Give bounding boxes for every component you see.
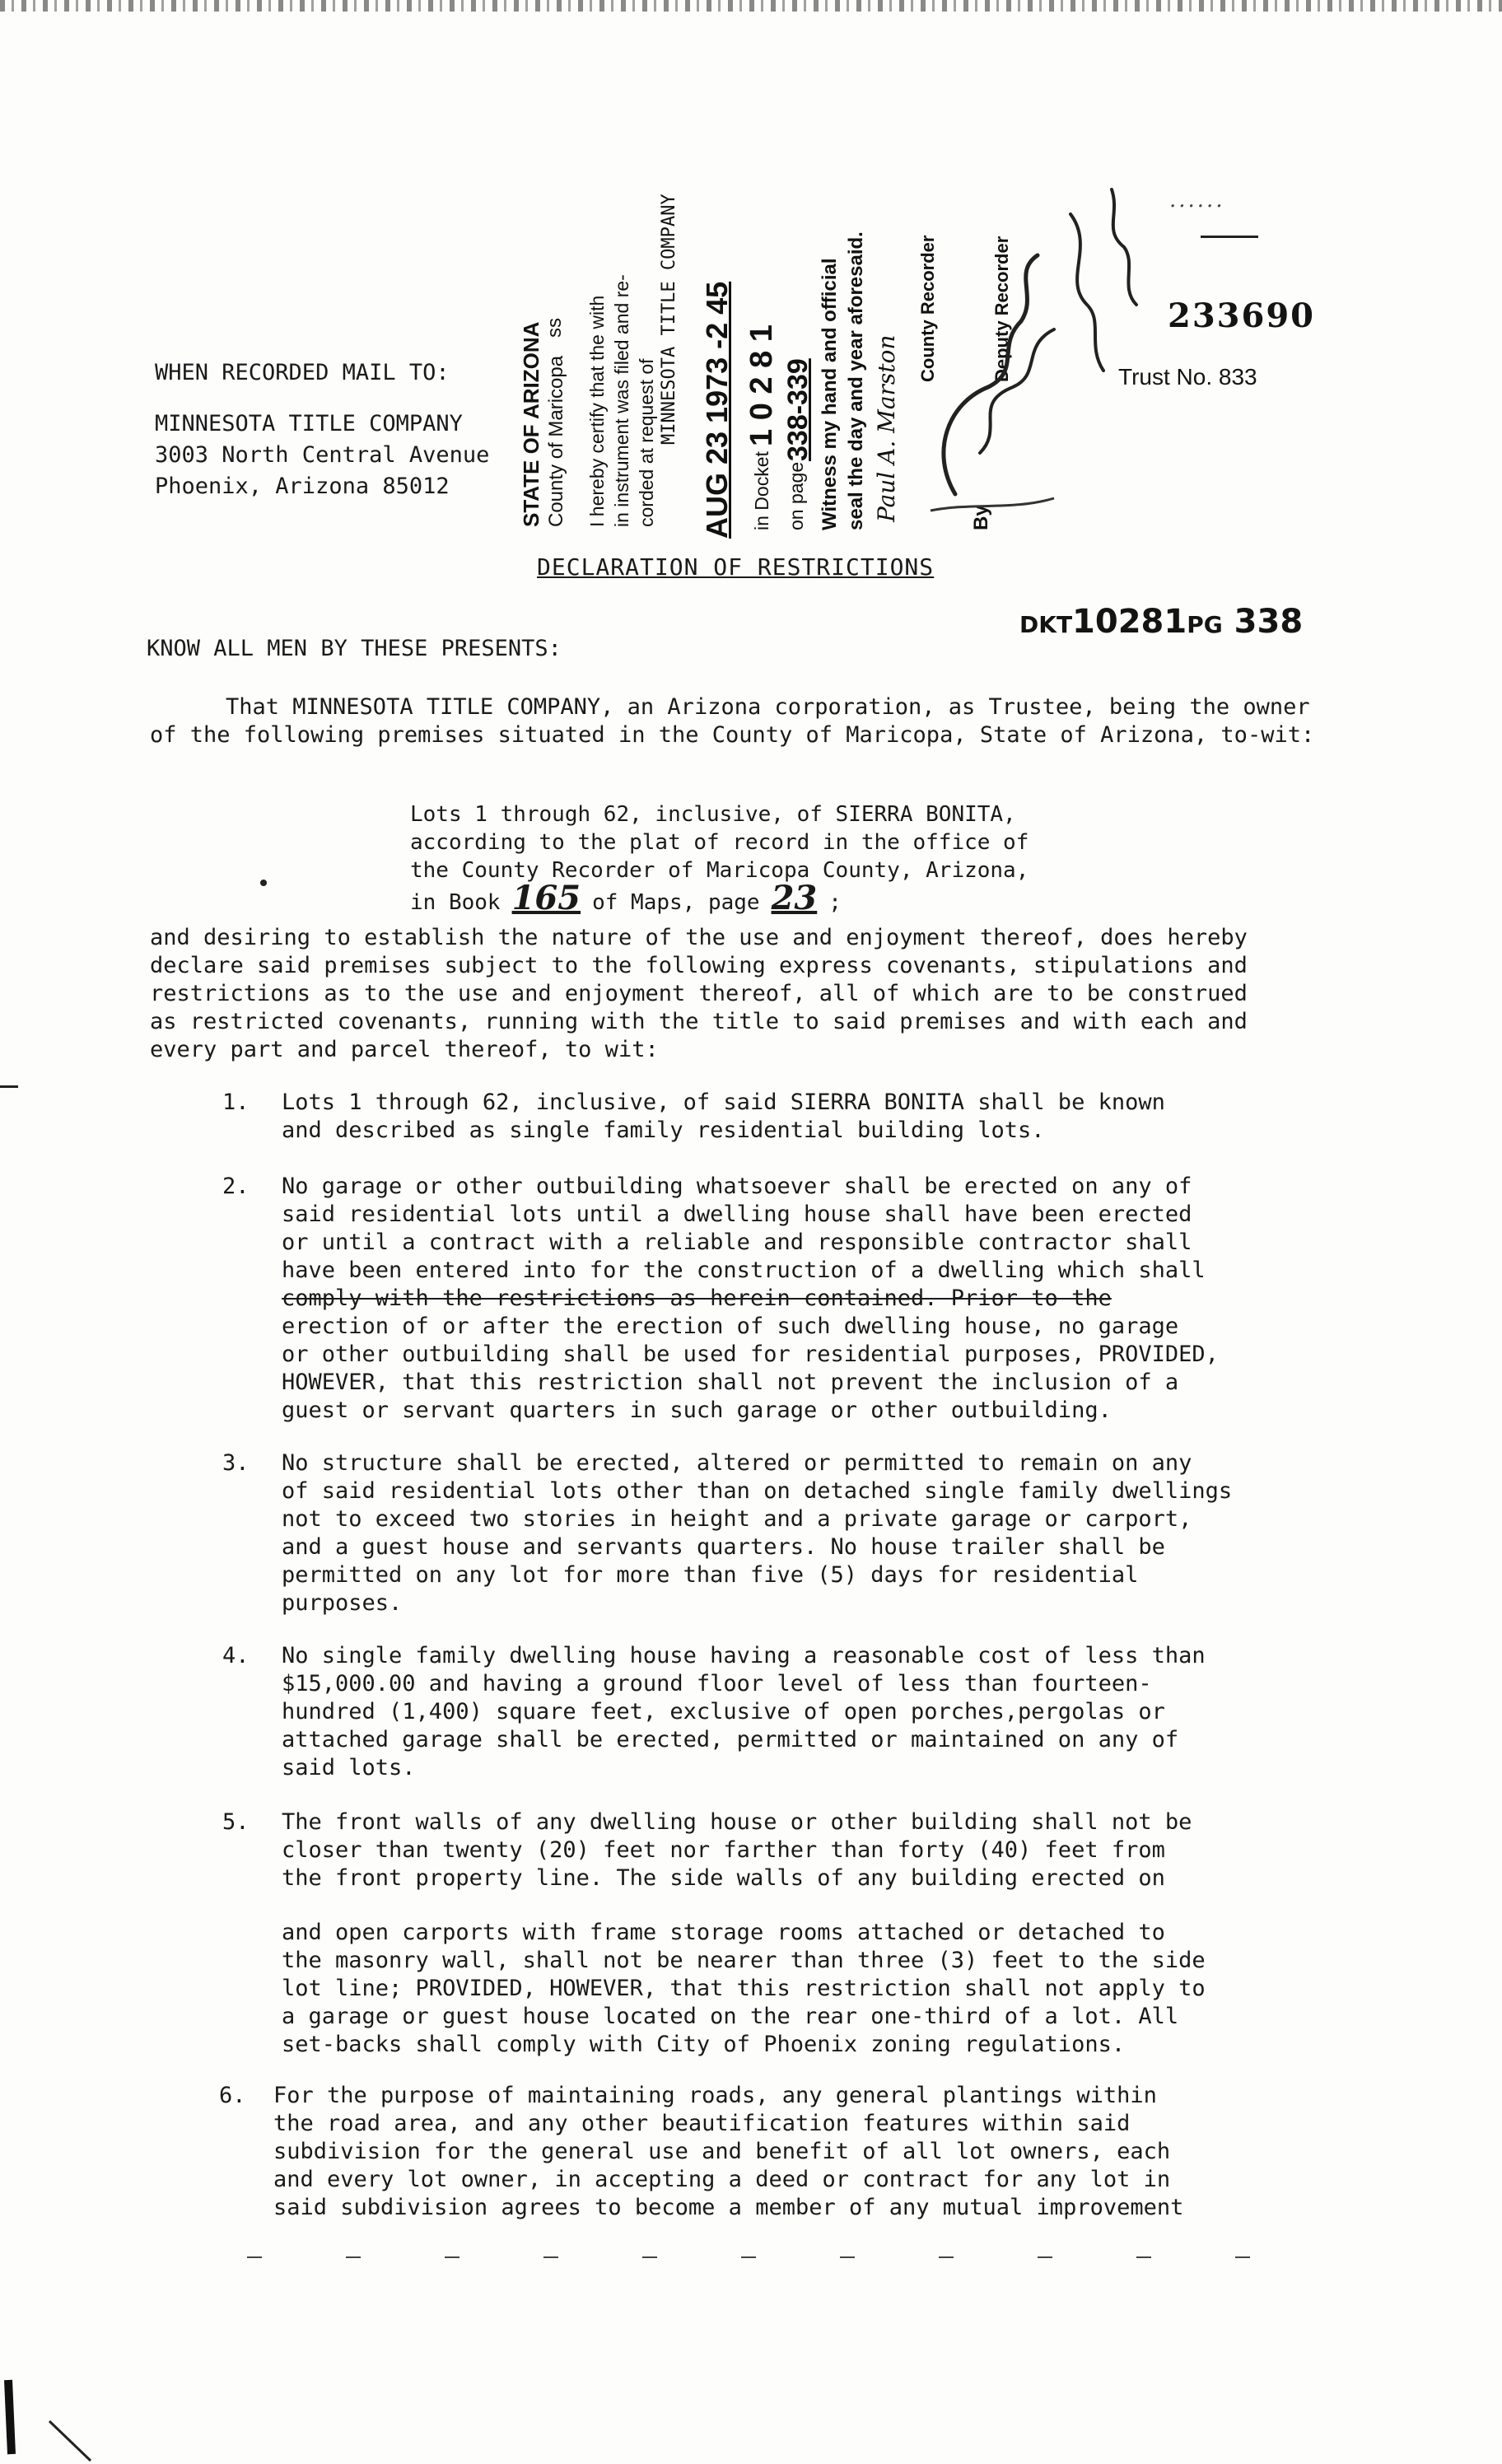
bottom-dash-line bbox=[247, 2256, 1268, 2258]
item-line: said residential lots until a dwelling house shall have been erected bbox=[282, 1202, 1192, 1227]
desiring-line: every part and parcel thereof, to wit: bbox=[150, 1037, 659, 1062]
mail-line: 3003 North Central Avenue bbox=[155, 442, 490, 468]
stamp-certify-3: corded at request of bbox=[636, 358, 657, 527]
item-line: permitted on any lot for more than five (5) days for residential bbox=[282, 1562, 1139, 1588]
item-line: subdivision for the general use and benefit of all lot owners, each bbox=[273, 2139, 1171, 2164]
maps-page-text: of Maps, page bbox=[592, 890, 760, 915]
desiring-line: declare said premises subject to the following express covenants, stipulations and bbox=[150, 953, 1248, 978]
stamp-witness-1: Witness my hand and official bbox=[819, 258, 841, 530]
desiring-line: as restricted covenants, running with the title to said premises and with each and bbox=[150, 1009, 1248, 1034]
know-all-men: KNOW ALL MEN BY THESE PRESENTS: bbox=[147, 636, 562, 661]
mail-to-block bbox=[155, 357, 489, 502]
corner-handwriting: ...... bbox=[1169, 188, 1225, 212]
margin-mark bbox=[0, 1085, 18, 1088]
intro-line: of the following premises situated in the County of Maricopa, State of Arizona, to-wit: bbox=[150, 722, 1315, 748]
stamp-witness-2: seal the day and year aforesaid. bbox=[845, 231, 867, 530]
item-line: not to exceed two stories in height and a private garage or carport, bbox=[282, 1506, 1192, 1532]
item-line: of said residential lots other than on detached single family dwellings bbox=[282, 1478, 1233, 1504]
trust-number: Trust No. 833 bbox=[1118, 364, 1257, 390]
item-number: 6. bbox=[219, 2083, 246, 2108]
stamp-docket-label: in Docket bbox=[751, 451, 772, 530]
item-line: have been entered into for the construction of a dwelling which shall bbox=[282, 1258, 1206, 1283]
desiring-line: restrictions as to the use and enjoyment thereof, all of which are to be construed bbox=[150, 981, 1248, 1006]
item-line: the road area, and any other beautification features within said bbox=[273, 2111, 1131, 2136]
item-line: purposes. bbox=[282, 1590, 403, 1616]
stamp-deputy-recorder: Deputy Recorder bbox=[991, 236, 1012, 382]
item-line: hundred (1,400) square feet, exclusive of open porches,pergolas or bbox=[282, 1699, 1165, 1724]
docket-pg: PG bbox=[1187, 611, 1223, 638]
bottom-corner-mark bbox=[0, 2364, 99, 2462]
legal-line: the County Recorder of Maricopa County, Arizona, bbox=[410, 858, 1029, 883]
item-line: No garage or other outbuilding whatsoever shall be erected on any of bbox=[282, 1174, 1192, 1199]
stamp-page-value: 338-339 bbox=[782, 358, 814, 461]
intro-paragraph bbox=[150, 693, 1315, 749]
book-number: 165 bbox=[511, 879, 581, 917]
desiring-line: and desiring to establish the nature of the use and enjoyment thereof, does hereby bbox=[150, 925, 1248, 950]
item-line: $15,000.00 and having a ground floor level of less than fourteen- bbox=[282, 1671, 1152, 1696]
legal-description bbox=[410, 800, 1029, 917]
document-title: DECLARATION OF RESTRICTIONS bbox=[537, 553, 935, 581]
docket-number: 10281 bbox=[1072, 603, 1187, 641]
item-number: 4. bbox=[222, 1643, 250, 1668]
item-number: 1. bbox=[222, 1090, 250, 1115]
legal-end: ; bbox=[828, 890, 842, 915]
scan-speck bbox=[260, 880, 267, 886]
record-number: 233690 bbox=[1168, 296, 1315, 335]
item-line: said subdivision agrees to become a member of any mutual improvement bbox=[273, 2195, 1184, 2220]
mail-line: MINNESOTA TITLE COMPANY bbox=[155, 411, 463, 436]
corner-dash bbox=[1201, 236, 1258, 238]
item-number: 3. bbox=[222, 1450, 250, 1476]
item-line: For the purpose of maintaining roads, any general plantings within bbox=[273, 2083, 1157, 2108]
item-line: closer than twenty (20) feet nor farther than forty (40) feet from bbox=[282, 1837, 1165, 1863]
item-number: 5. bbox=[222, 1809, 250, 1835]
stamp-county-recorder: County Recorder bbox=[917, 235, 938, 382]
item-line: a garage or guest house located on the rear one-third of a lot. All bbox=[282, 2004, 1179, 2029]
item-line: or until a contract with a reliable and responsible contractor shall bbox=[282, 1230, 1192, 1255]
legal-book-line bbox=[410, 879, 1029, 917]
item-line: No single family dwelling house having a reasonable cost of less than bbox=[282, 1643, 1206, 1668]
item-line: lot line; PROVIDED, HOWEVER, that this restriction shall not apply to bbox=[282, 1976, 1206, 2001]
item-line: Lots 1 through 62, inclusive, of said SIERRA BONITA shall be known bbox=[282, 1090, 1165, 1115]
item-line: erection of or after the erection of such dwelling house, no garage bbox=[282, 1314, 1179, 1339]
stamp-by: By bbox=[970, 505, 992, 530]
item-line: the masonry wall, shall not be nearer than three (3) feet to the side bbox=[282, 1948, 1206, 1973]
item-line: guest or servant quarters in such garage or other outbuilding. bbox=[282, 1398, 1112, 1423]
mail-line: Phoenix, Arizona 85012 bbox=[155, 474, 450, 499]
item-line: and a guest house and servants quarters. No house trailer shall be bbox=[282, 1534, 1165, 1560]
stamp-certify-1: I hereby certify that the with bbox=[586, 295, 608, 527]
item-line: the front property line. The side walls of any building erected on bbox=[282, 1865, 1165, 1891]
docket-page: 338 bbox=[1234, 603, 1304, 641]
item-line: and described as single family residential building lots. bbox=[282, 1118, 1045, 1143]
docket-dkt: DKT bbox=[1019, 611, 1073, 638]
stamp-state: STATE OF ARIZONA bbox=[519, 321, 543, 527]
stamp-ss: ss bbox=[543, 318, 566, 338]
book-prefix: in Book bbox=[410, 890, 501, 915]
item-line: said lots. bbox=[282, 1755, 416, 1780]
item-line: No structure shall be erected, altered or permitted to remain on any bbox=[282, 1450, 1192, 1476]
stamp-page-label: on page bbox=[786, 461, 807, 530]
item-line: HOWEVER, that this restriction shall not prevent the inclusion of a bbox=[282, 1370, 1179, 1395]
intro-line: That MINNESOTA TITLE COMPANY, an Arizona corporation, as Trustee, being the owner bbox=[226, 694, 1310, 720]
page-number: 23 bbox=[771, 879, 818, 917]
desiring-paragraph bbox=[150, 924, 1303, 1064]
scan-top-edge bbox=[0, 0, 1502, 12]
item-line: and every lot owner, in accepting a deed or contract for any lot in bbox=[273, 2167, 1171, 2192]
mail-heading: WHEN RECORDED MAIL TO: bbox=[155, 360, 450, 385]
stamp-certify-4: MINNESOTA TITLE COMPANY bbox=[659, 194, 679, 445]
stamp-date: AUG 23 1973 -2 45 bbox=[700, 281, 734, 539]
item-line: set-backs shall comply with City of Phoenix zoning regulations. bbox=[282, 2032, 1126, 2057]
item-line: The front walls of any dwelling house or other building shall not be bbox=[282, 1809, 1192, 1835]
item-line: attached garage shall be erected, permitted or maintained on any of bbox=[282, 1727, 1179, 1752]
item-line: or other outbuilding shall be used for residential purposes, PROVIDED, bbox=[282, 1342, 1219, 1367]
stamp-recorder-name: Paul A. Marston bbox=[873, 334, 900, 522]
item-line: and open carports with frame storage rooms attached or detached to bbox=[282, 1920, 1165, 1945]
stamp-certify-2: in instrument was filed and re- bbox=[611, 274, 632, 527]
docket-stamp bbox=[1019, 603, 1303, 641]
legal-line: according to the plat of record in the office of bbox=[410, 830, 1029, 855]
stamp-county: County of Maricopa bbox=[545, 355, 567, 527]
item-number: 2. bbox=[222, 1174, 250, 1199]
stamp-docket-value: 1 0 2 8 1 bbox=[744, 324, 779, 446]
legal-line: Lots 1 through 62, inclusive, of SIERRA BONITA, bbox=[410, 802, 1016, 827]
item-line-struck: comply with the restrictions as herein contained. Prior to the bbox=[282, 1286, 1112, 1311]
deputy-signature bbox=[898, 181, 1161, 527]
